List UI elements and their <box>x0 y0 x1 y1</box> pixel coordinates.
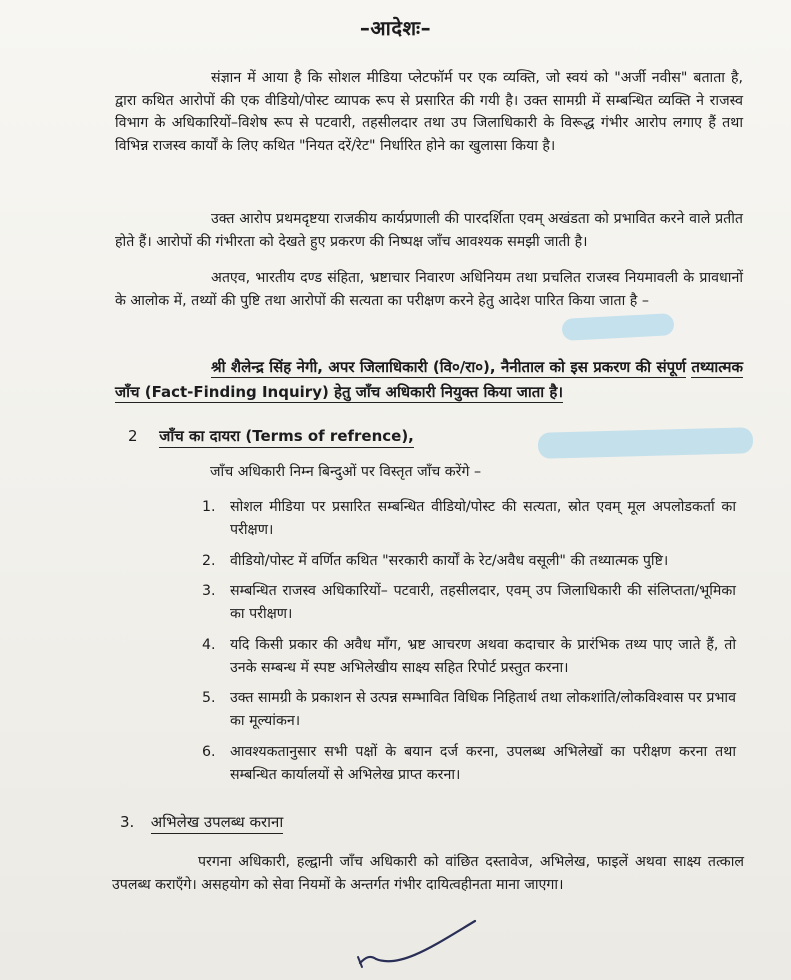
list-item <box>196 741 736 787</box>
paragraph-intro <box>115 67 743 157</box>
paragraph-line: वाले प्रतीत होते हैं। आरोपों की गंभीरता को देखते हुए प्रकरण की निष्पक्ष जाँच आवश्यक समझी जाती है। <box>115 211 743 250</box>
terms-list <box>196 496 736 794</box>
paragraph-line: उक्त आरोप प्रथमदृष्टया राजकीय कार्यप्रणाली की पारदर्शिता एवम् अखंडता को प्रभावित करने <box>211 211 685 227</box>
list-item-text: सोशल मीडिया पर प्रसारित सम्बन्धित वीडियो/पोस्ट की सत्यता, स्रोत एवम् मूल अपलोडकर्ता का परीक्षण। <box>230 499 736 538</box>
section-title: जाँच का दायरा (Terms of refrence), <box>159 427 414 448</box>
list-item-text: वीडियो/पोस्ट में वर्णित कथित "सरकारी कार्यों के रेट/अवैध वसूली" की तथ्यात्मक पुष्टि। <box>230 552 669 569</box>
list-item-number: 2. <box>202 552 216 569</box>
paragraph-line: श्री शैलेन्द्र सिंह नेगी, अपर जिलाधिकारी (वि०/रा०), नैनीताल को इस प्रकरण की संपूर्ण <box>211 358 686 376</box>
list-item-number: 1. <box>202 499 216 515</box>
list-item-number: 6. <box>202 743 216 760</box>
paragraph-line: के विरूद्ध गंभीर आरोप लगाए हैं तथा विभिन्न राजस्व कार्यों के लिए कथित "नियत दरें/रेट" निर्धारित होने <box>115 115 743 154</box>
signature-stroke <box>340 905 510 980</box>
paragraph-line: तथ्यात्मक जाँच (Fact-Finding Inquiry) हेतु जाँच अधिकारी नियुक्त किया जाता है। <box>115 358 743 401</box>
section-3-body <box>112 851 744 896</box>
section-number: 2 <box>128 427 138 445</box>
paragraph-line: के प्रावधानों के आलोक में, तथ्यों की पुष्टि तथा आरोपों की सत्यता का परीक्षण करने हेतु आदेश पारित <box>115 270 743 309</box>
page-title: –आदेशः– <box>359 16 432 40</box>
section-title: अभिलेख उपलब्ध कराना <box>151 813 283 834</box>
paragraph-line: सम्बन्धित व्यक्ति ने राजस्व विभाग के अधिकारियों–विशेष रूप से पटवारी, तहसीलदार तथा उप जिलाधिकारी <box>115 92 744 132</box>
list-item-text: यदि किसी प्रकार की अवैध माँग, भ्रष्ट आचरण अथवा कदाचार के प्रारंभिक तथ्य पाए जाते हैं, तो उनके सम्बन्ध में स्पष्ट अभिलेखीय साक्ष्य सहित रिपोर्ट प्रस्तुत करना। <box>230 636 736 676</box>
list-item-text: उक्त सामग्री के प्रकाशन से उत्पन्न सम्भावित विधिक निहितार्थ तथा लोकशांति/लोकविश्वास पर प्रभाव का मूल्यांकन। <box>230 690 736 729</box>
paragraph-line: संज्ञान में आया है कि सोशल मीडिया प्लेटफॉर्म पर एक व्यक्ति, जो स्वयं को "अर्जी नवीस" <box>211 70 688 86</box>
paragraph-line: किया जाता है – <box>568 292 649 309</box>
paragraph-line: अतएव, भारतीय दण्ड संहिता, भ्रष्टाचार निवारण अधिनियम तथा प्रचलित राजस्व नियमावली <box>211 270 678 286</box>
list-item <box>196 634 736 680</box>
highlighter-mark-1 <box>562 313 675 341</box>
paragraph-line: तत्काल उपलब्ध कराएँगे। असहयोग को सेवा नियमों के अन्तर्गत गंभीर दायित्वहीनता माना जाएगा। <box>112 854 744 893</box>
list-item <box>196 496 736 542</box>
list-item-text: आवश्यकतानुसार सभी पक्षों के बयान दर्ज करना, उपलब्ध अभिलेखों का परीक्षण करना तथा सम्बन्धित कार्यालयों से अभिलेख प्राप्त करना। <box>230 743 736 783</box>
section-2-intro: जाँच अधिकारी निम्न बिन्दुओं पर विस्तृत जाँच करेंगे – <box>210 464 482 480</box>
paragraph-line: बताता है, द्वारा कथित आरोपों की एक वीडियो/पोस्ट व्यापक रूप से प्रसारित की गयी है। उक्त सामग्री में <box>115 70 743 109</box>
paragraph-line: परगना अधिकारी, हल्द्वानी जाँच अधिकारी को वांछित दस्तावेज, अभिलेख, फाइलें अथवा साक्ष्य <box>198 854 702 870</box>
list-item-number: 5. <box>202 690 216 706</box>
section-2-heading <box>128 424 414 448</box>
paragraph-appointment <box>115 355 743 404</box>
list-item <box>196 550 736 573</box>
section-3-heading <box>120 810 283 834</box>
list-item <box>196 580 736 626</box>
list-item-text: सम्बन्धित राजस्व अधिकारियों– पटवारी, तहसीलदार, एवम् उप जिलाधिकारी की संलिप्तता/भूमिका का परीक्षण। <box>230 583 736 622</box>
paragraph-allegation <box>115 208 743 253</box>
section-number: 3. <box>120 813 135 831</box>
paragraph-line: का खुलासा किया है। <box>449 137 556 154</box>
highlighter-mark-2 <box>538 427 754 459</box>
list-item <box>196 687 736 733</box>
list-item-number: 4. <box>202 636 216 653</box>
paragraph-order <box>115 267 743 312</box>
list-item-number: 3. <box>202 583 216 599</box>
